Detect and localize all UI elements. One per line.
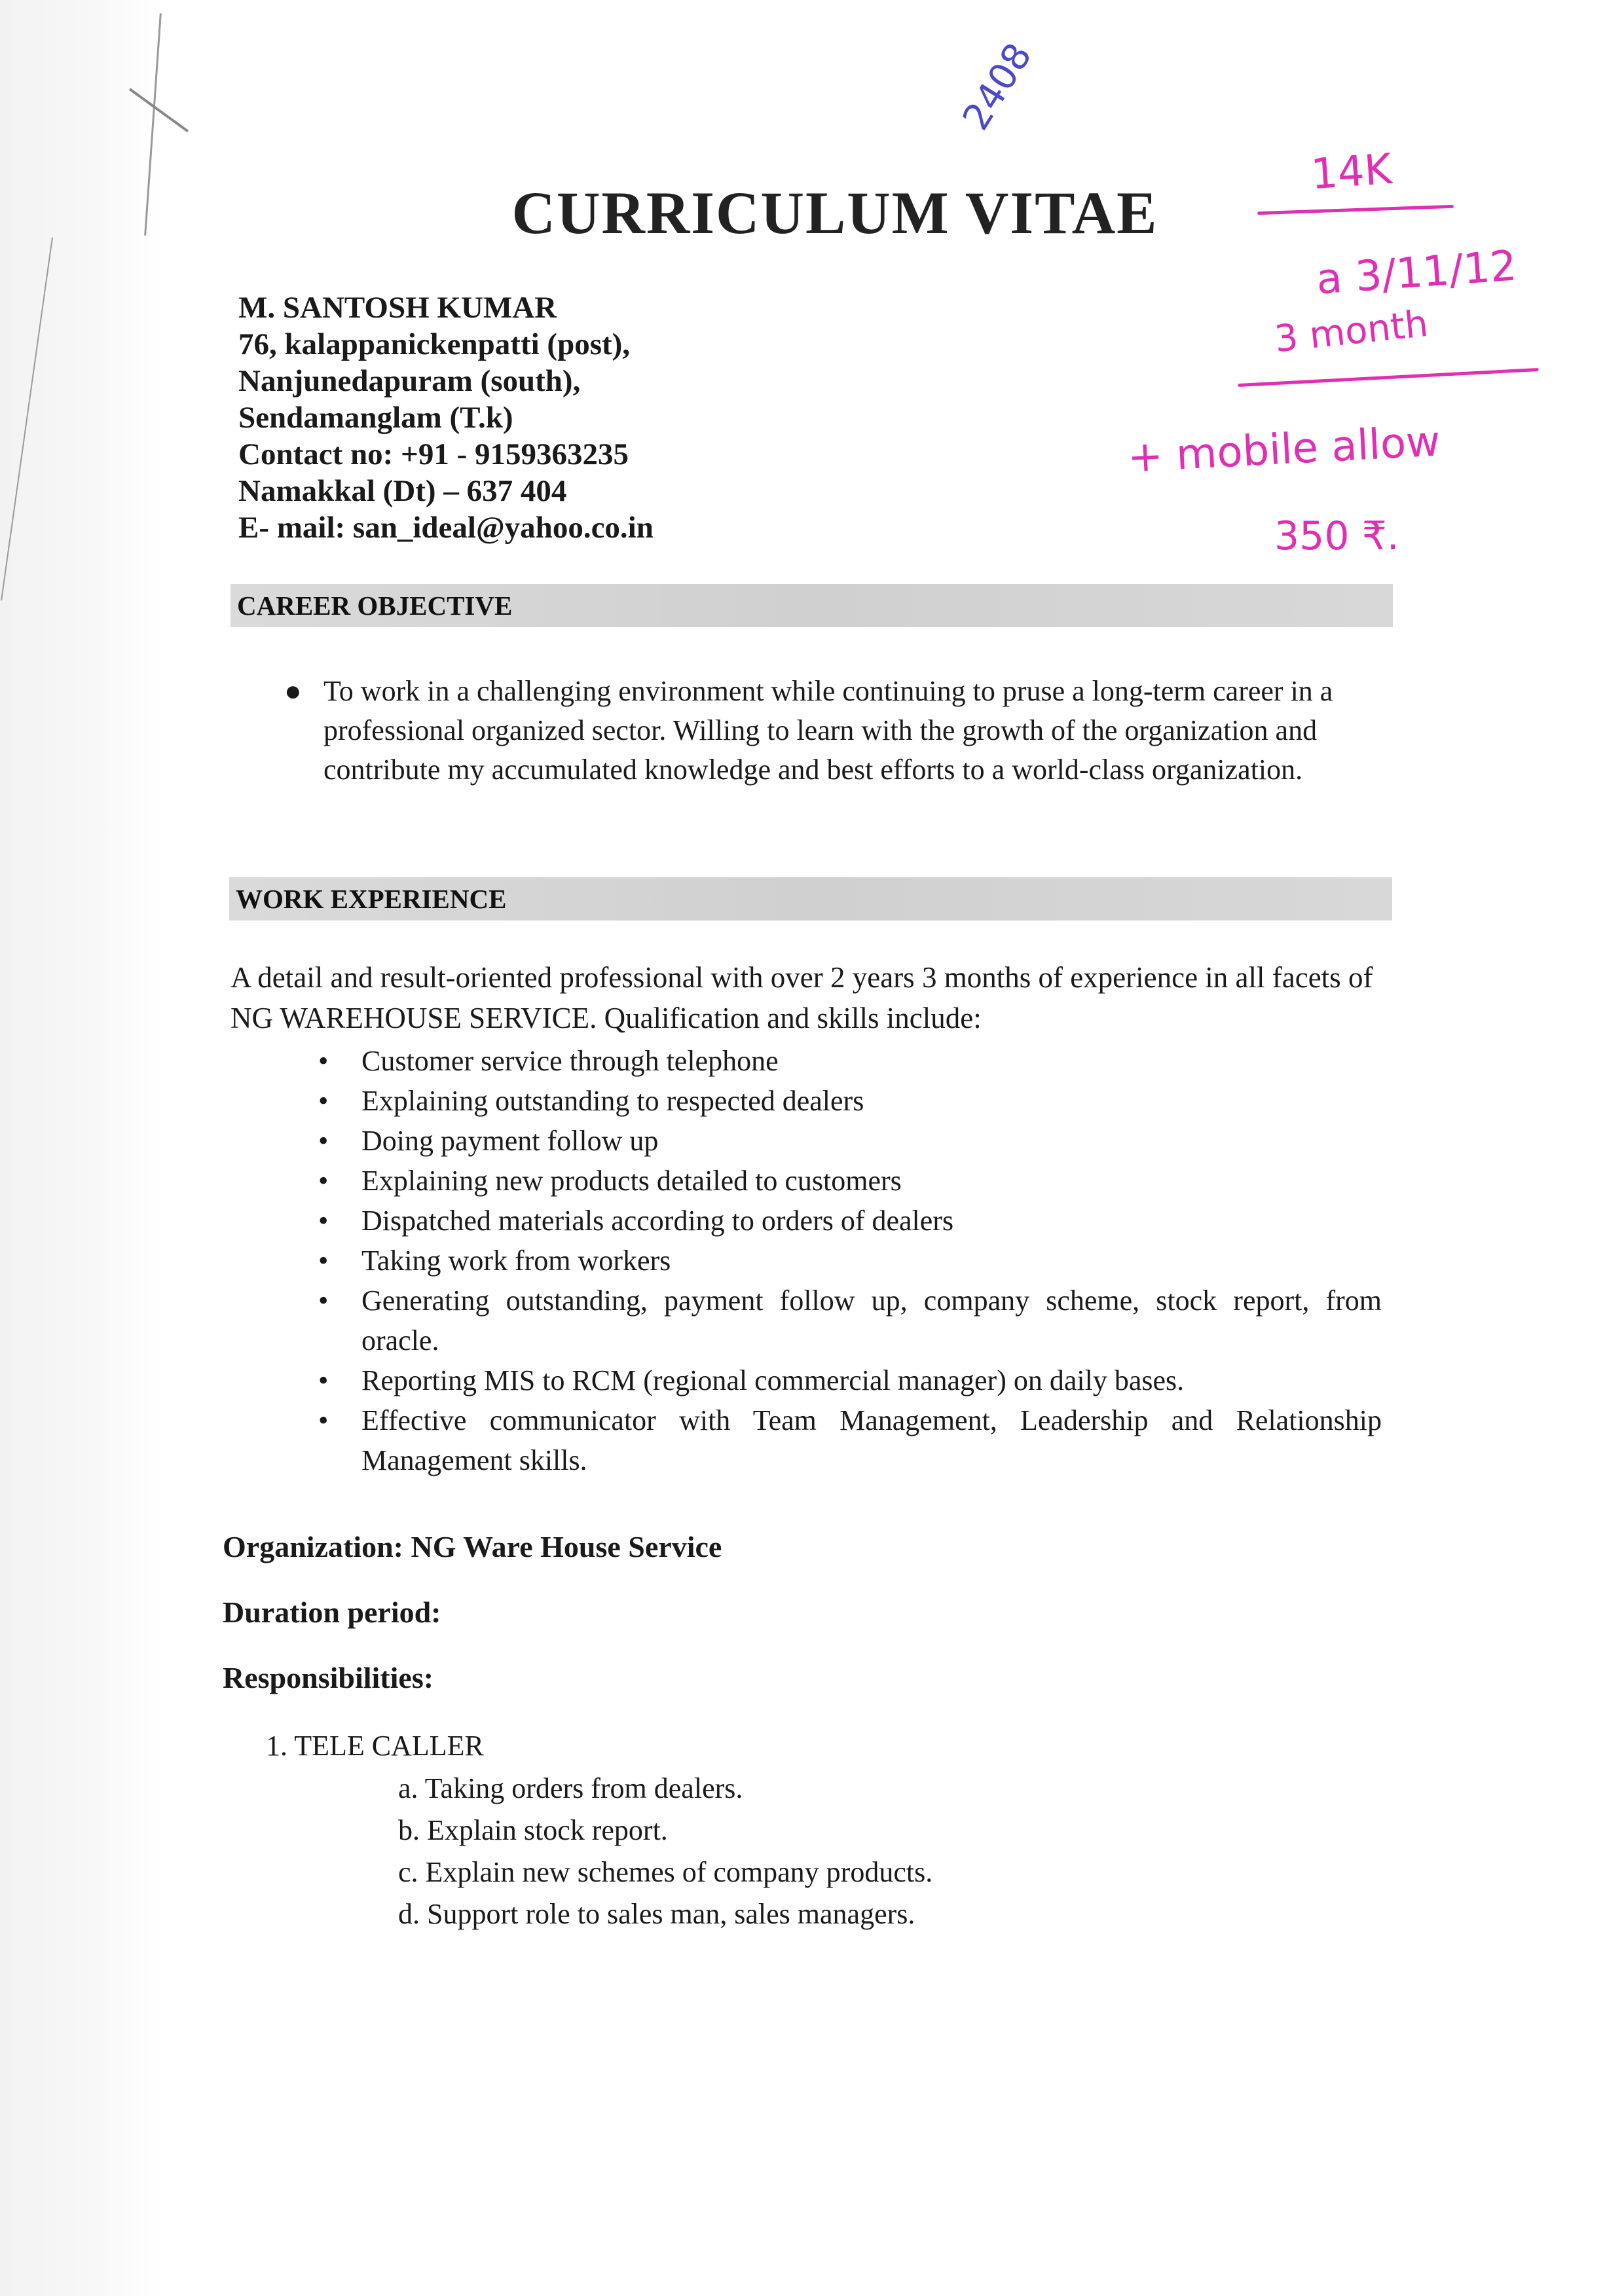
- list-item: • Explaining new products detailed to customers: [318, 1161, 1382, 1201]
- work-experience-heading: WORK EXPERIENCE: [229, 877, 1392, 920]
- handwritten-allowance-note: + mobile allow: [1126, 417, 1442, 483]
- organization-label: Organization: NG Ware House Service: [223, 1530, 722, 1563]
- role-title: 1. TELE CALLER: [266, 1730, 484, 1762]
- address-line: Nanjunedapuram (south),: [238, 364, 581, 398]
- scan-shadow-edge: [0, 0, 164, 2296]
- email: E- mail: san_ideal@yahoo.co.in: [238, 511, 654, 545]
- address-line: Sendamanglam (T.k): [238, 401, 513, 435]
- career-objective-text: [284, 672, 1397, 790]
- document-title: CURRICULUM VITAE: [511, 179, 1158, 246]
- handwritten-salary-note: 14K: [1309, 145, 1393, 200]
- list-item: • Taking work from workers: [318, 1241, 1382, 1281]
- handwritten-date-note: a 3/11/12: [1314, 242, 1519, 304]
- bullet-icon: ●: [284, 675, 302, 707]
- responsibilities-label: Responsibilities:: [223, 1661, 434, 1694]
- address-line: 76, kalappanickenpatti (post),: [238, 327, 631, 361]
- list-item: d. Support role to sales man, sales managers.: [398, 1898, 915, 1930]
- list-item: • Reporting MIS to RCM (regional commercial manager) on daily bases.: [318, 1360, 1382, 1400]
- list-item: • Explaining outstanding to respected dealers: [318, 1081, 1382, 1121]
- contact-block: [238, 289, 654, 546]
- objective-paragraph: To work in a challenging environment while continuing to pruse a long-term career in a professional organized sector. Willing to learn with the growth of the organization and contribute my accumulated knowledge and best efforts to a world-class organization.: [323, 675, 1333, 786]
- district: Namakkal (Dt) – 637 404: [238, 474, 567, 508]
- applicant-name: M. SANTOSH KUMAR: [238, 291, 557, 325]
- work-experience-intro: A detail and result-oriented professional with over 2 years 3 months of experience in all facets of NG WAREHOUSE SERVICE. Qualification and skills include:: [231, 961, 1373, 1034]
- career-objective-heading: CAREER OBJECTIVE: [231, 584, 1393, 627]
- list-item: c. Explain new schemes of company products.: [398, 1856, 933, 1888]
- handwritten-amount-note: 350 ₹.: [1274, 513, 1399, 559]
- list-item: • Dispatched materials according to orders of dealers: [318, 1201, 1382, 1241]
- handwritten-duration-note: 3 month: [1272, 302, 1430, 361]
- list-item: • Customer service through telephone: [318, 1041, 1382, 1081]
- phone-number: Contact no: +91 - 9159363235: [238, 437, 629, 471]
- duration-label: Duration period:: [223, 1595, 441, 1629]
- handwritten-number-note: 2408: [954, 35, 1041, 138]
- list-item: • Generating outstanding, payment follow up, company scheme, stock report, from oracle.: [318, 1281, 1382, 1360]
- handwritten-underline: [1238, 368, 1539, 387]
- task-list: [398, 1768, 932, 1935]
- list-item: b. Explain stock report.: [398, 1814, 668, 1846]
- skills-list: [318, 1041, 1382, 1480]
- list-item: • Doing payment follow up: [318, 1121, 1382, 1161]
- list-item: a. Taking orders from dealers.: [398, 1772, 743, 1804]
- list-item: • Effective communicator with Team Management, Leadership and Relationship Management skills.: [318, 1400, 1382, 1480]
